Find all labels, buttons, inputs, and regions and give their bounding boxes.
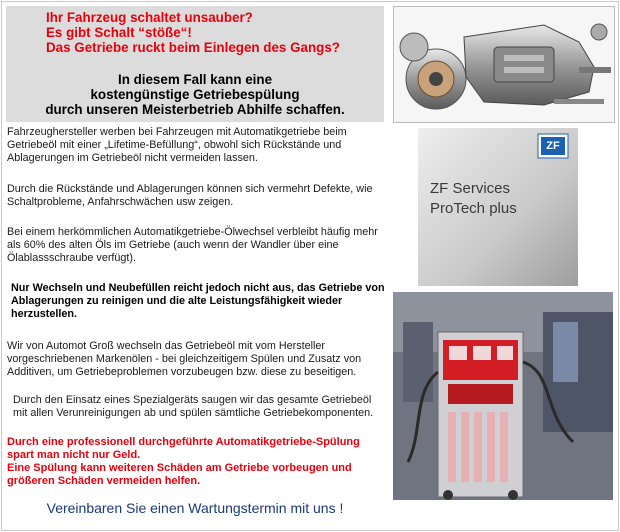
zf-sign-line-2: ProTech plus xyxy=(430,200,517,217)
paragraph-not-enough: Nur Wechseln und Neubefüllen reicht jedoch nicht aus, das Getriebe von Ablagerungen zu reinigen und die alte Leistungsfähigkeit wieder herzustellen. xyxy=(11,282,385,320)
paragraph-automot: Wir von Automot Groß wechseln das Getriebeöl mit vom Hersteller vorgeschriebenen Markenölen - bei gleichzeitigem Spülen und Zusatz von Additiven, um Getriebeproblemen vorzubeugen bzw. diese zu beseitigen. xyxy=(7,340,362,378)
paragraph-special-device: Durch den Einsatz eines Spezialgeräts saugen wir das gesamte Getriebeöl mit allen Verunreinigungen ab und spülen sämtliche Getriebekomponenten. xyxy=(13,394,374,419)
hero-answer xyxy=(6,72,384,117)
paragraph-prevent-damage: Eine Spülung kann weiteren Schäden am Getriebe vorbeugen und größeren Schäden vermeiden helfen. xyxy=(7,462,352,487)
paragraph-oil-change: Bei einem herkömmlichen Automatikgetriebe-Ölwechsel verbleibt häufig mehr als 60% des alten Öls im Getriebe (auch wenn der Wandler über eine Ölablassschraube verfügt). xyxy=(7,226,378,264)
paragraph-defects: Durch die Rückstände und Ablagerungen können sich vermehrt Defekte, wie Schaltprobleme, Anfahrschwächen usw zeigen. xyxy=(7,183,373,208)
hero-question-1: Ihr Fahrzeug schaltet unsauber? xyxy=(46,10,253,25)
appointment-cta: Vereinbaren Sie einen Wartungstermin mit uns ! xyxy=(46,500,344,516)
transmission-image xyxy=(393,6,615,123)
hero-question-3: Das Getriebe ruckt beim Einlegen des Gangs? xyxy=(46,40,340,55)
paragraph-save-money: Durch eine professionell durchgeführte Automatikgetriebe-Spülung spart man nicht nur Geld. xyxy=(7,436,360,461)
zf-logo: ZF xyxy=(541,137,565,155)
flushing-machine-photo xyxy=(393,292,613,500)
hero-question-2: Es gibt Schalt “stöße“! xyxy=(46,25,192,40)
hero-answer-line-1: In diesem Fall kann eine xyxy=(117,72,273,87)
paragraph-lifetime: Fahrzeughersteller werben bei Fahrzeugen mit Automatikgetriebe beim Getriebeöl mit einer „Lifetime-Befüllung“, obwohl sich Rückstände und Ablagerungen im Getriebeöl nicht vermeiden lassen. xyxy=(7,126,347,164)
zf-sign-line-1: ZF Services xyxy=(430,180,511,197)
hero-answer-line-3: durch unseren Meisterbetrieb Abhilfe schaffen. xyxy=(45,102,345,117)
hero-questions xyxy=(46,10,340,55)
zf-services-sign xyxy=(418,128,578,286)
hero-box xyxy=(6,6,384,122)
hero-answer-line-2: kostengünstige Getriebespülung xyxy=(90,87,300,102)
